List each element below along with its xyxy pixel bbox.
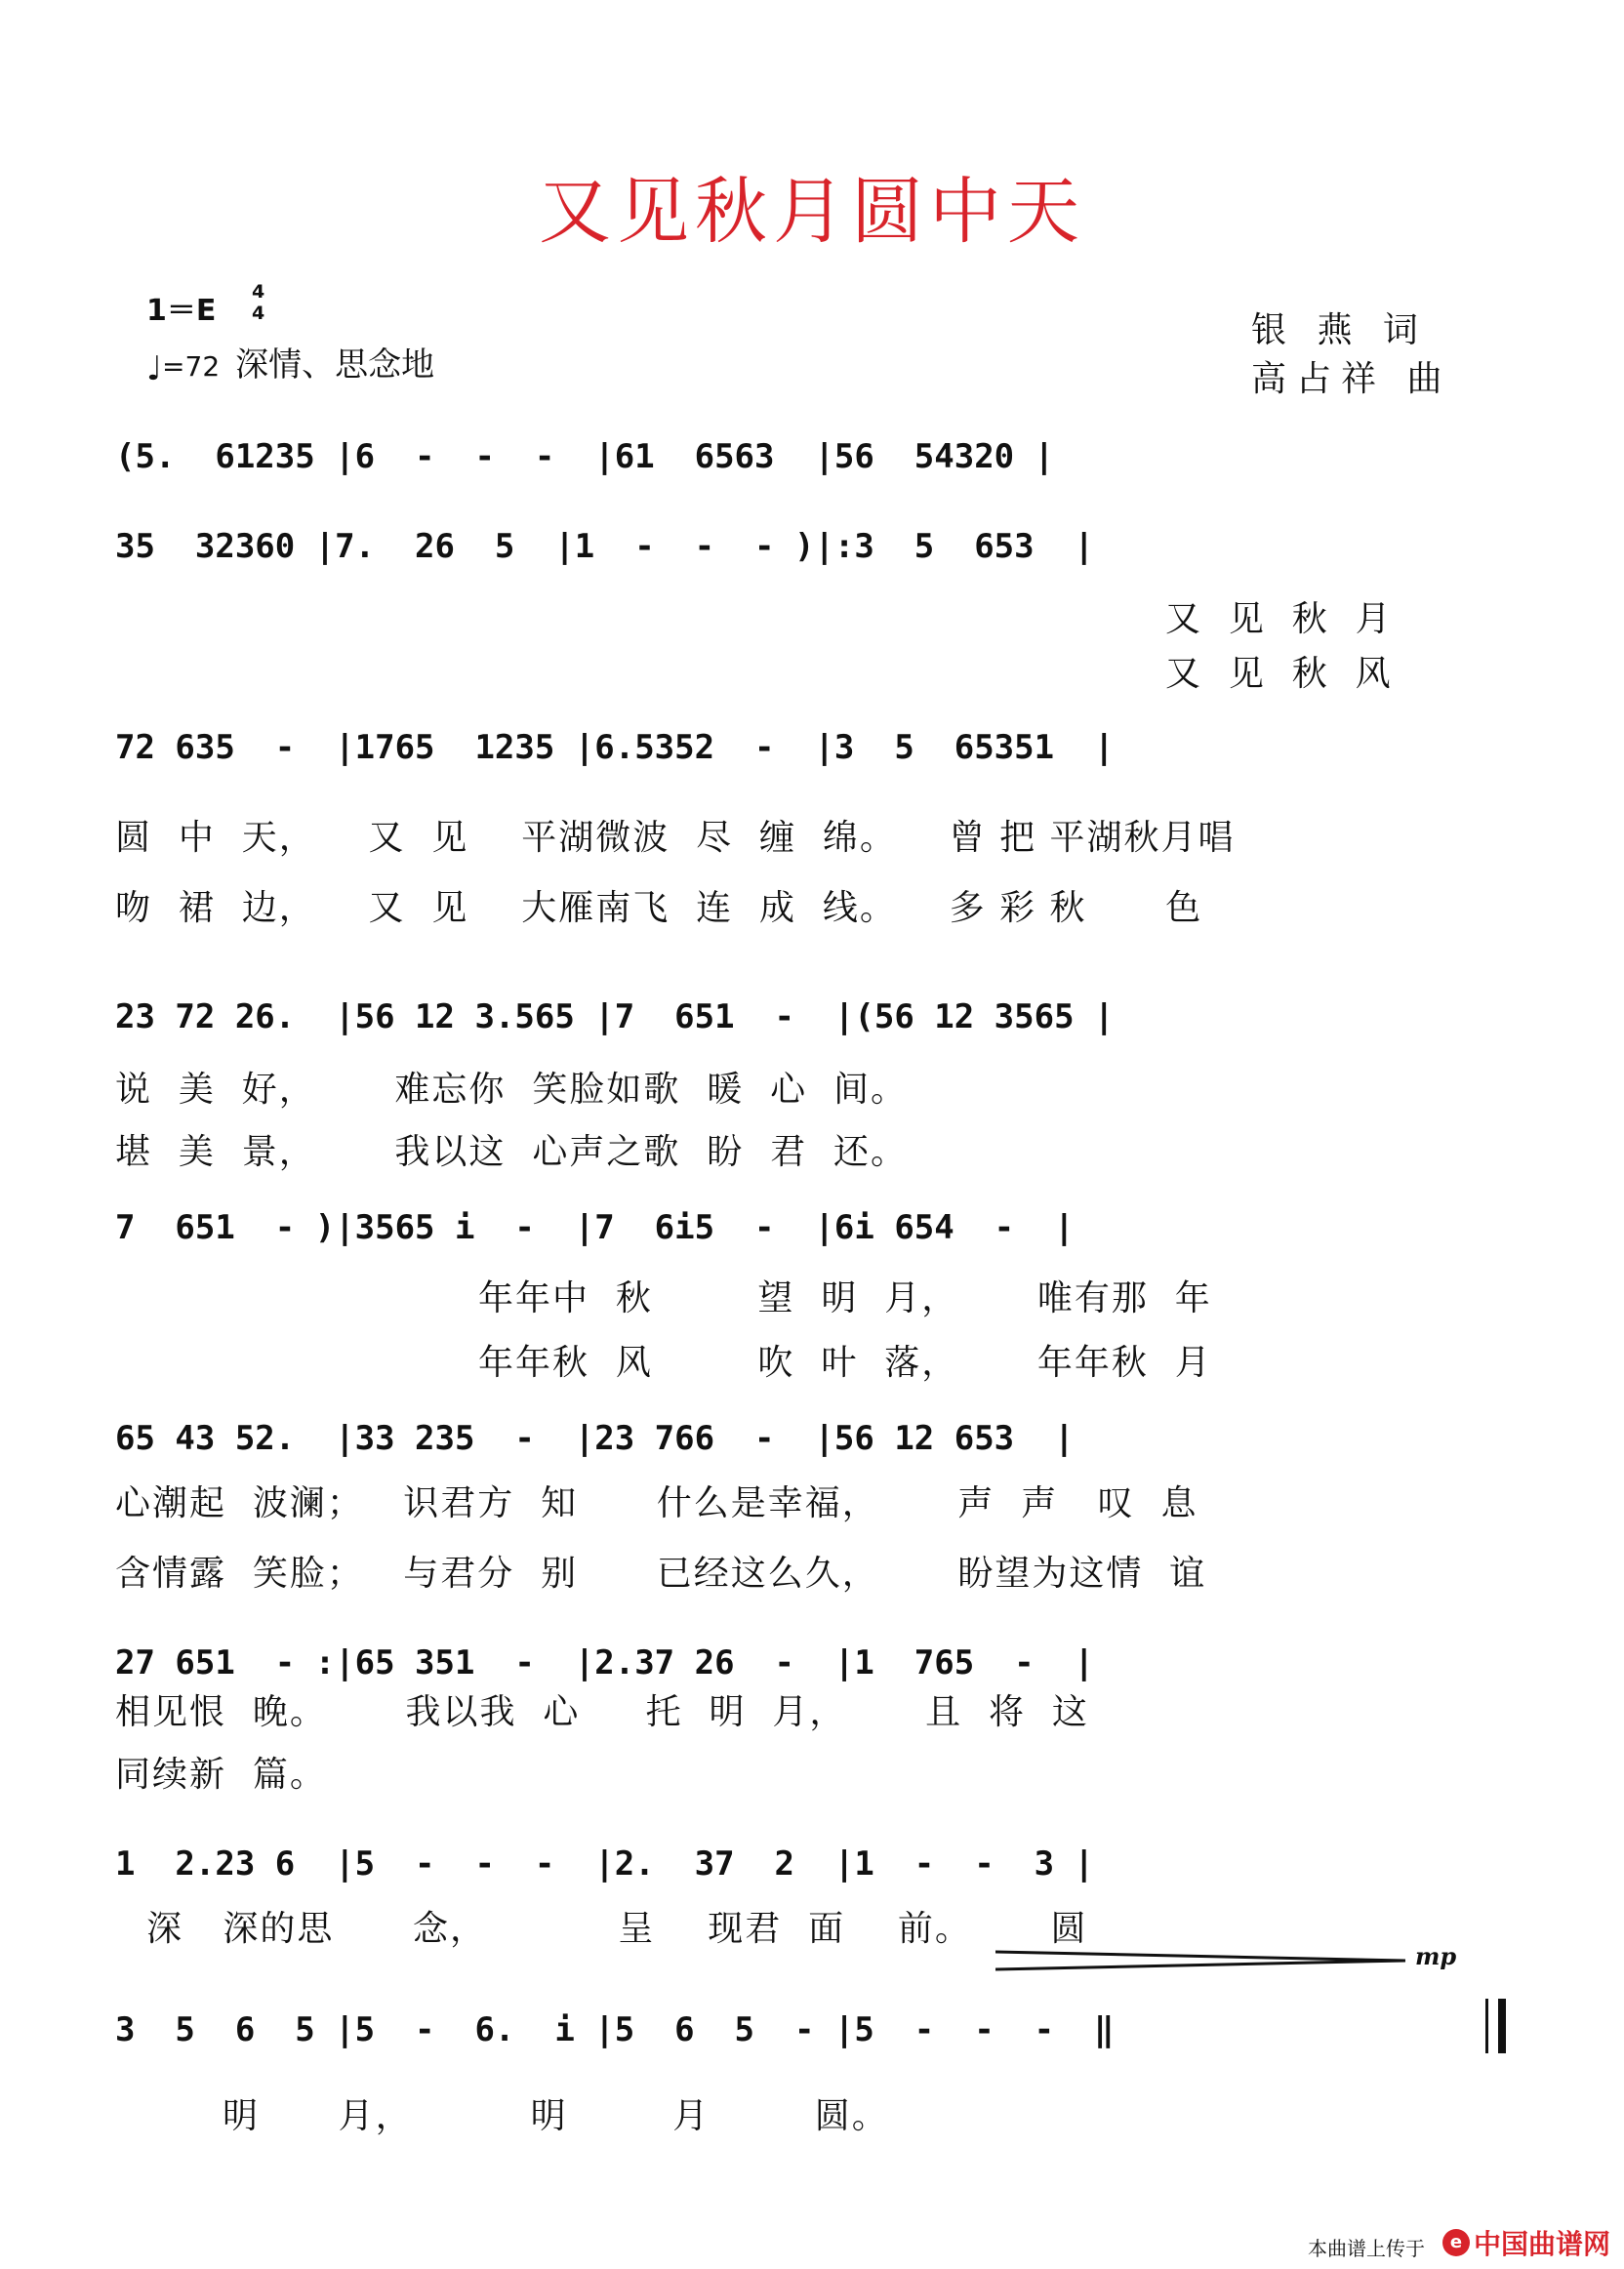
lyric-line-7: 年年中 秋 望 明 月， 唯有那 年: [478, 1278, 1212, 1318]
notation-line-4: 23 72 26. |56 12 3.565 |7 651 - |(56 12 3565 |: [115, 997, 1115, 1036]
lyric-line-1: 又 见 秋 月: [1165, 599, 1393, 639]
time-signature: [252, 281, 264, 324]
key-signature: 1＝E: [146, 294, 217, 328]
site-logo-icon: e: [1442, 2229, 1470, 2256]
notation-line-5: 7 651 - )|3565 i - |7 6i5 - |6i 654 - |: [115, 1208, 1075, 1247]
lyric-line-11: 相见恨 晚。 我以我 心 托 明 月， 且 将 这: [115, 1692, 1089, 1732]
lyric-line-14: 明 月， 明 月 圆。: [223, 2096, 889, 2136]
lyric-line-12: 同续新 篇。: [115, 1755, 327, 1795]
time-signature-top: 4: [252, 281, 265, 303]
upload-note: 本曲谱上传于: [1308, 2237, 1425, 2260]
notation-line-3: 72 635 - |1765 1235 |6.5352 - |3 5 65351 |: [115, 728, 1115, 767]
final-barline: [1485, 1999, 1506, 2053]
notation-line-7: 27 651 - :|65 351 - |2.37 26 - |1 765 - |: [115, 1643, 1095, 1682]
dynamic-marking: mp: [1415, 1942, 1457, 1970]
lyric-line-6: 堪 美 景， 我以这 心声之歌 盼 君 还。: [115, 1132, 908, 1172]
lyric-line-5: 说 美 好， 难忘你 笑脸如歌 暖 心 间。: [115, 1070, 908, 1110]
lyricist-credit: 银 燕 词: [1251, 310, 1428, 350]
tempo-expression: 深情、思念地: [235, 345, 435, 385]
lyric-line-2: 又 见 秋 风: [1165, 654, 1393, 694]
notation-line-2: 35 32360 |7. 26 5 |1 - - - )|:3 5 653 |: [115, 527, 1095, 566]
site-logo[interactable]: [1442, 2223, 1610, 2262]
notation-line-8: 1 2.23 6 |5 - - - |2. 37 2 |1 - - 3 |: [115, 1844, 1095, 1884]
notation-line-1: (5. 61235 |6 - - - |61 6563 |56 54320 |: [115, 437, 1055, 476]
decrescendo-icon: [995, 1950, 1405, 1971]
tempo-marking: [146, 338, 434, 388]
time-signature-bottom: 4: [252, 303, 265, 324]
tempo-value: =72: [162, 350, 221, 383]
lyric-line-8: 年年秋 风 吹 叶 落， 年年秋 月: [478, 1343, 1212, 1383]
lyric-line-10: 含情露 笑脸； 与君分 别 已经这么久， 盼望为这情 谊: [115, 1554, 1207, 1594]
lyric-line-13: 深 深的思 念， 呈 现君 面 前。 圆: [146, 1909, 1088, 1949]
quarter-note-icon: ♩: [146, 349, 163, 388]
composer-credit: 高占祥 曲: [1251, 359, 1452, 399]
lyric-line-3: 圆 中 天， 又 见 平湖微波 尽 缠 绵。 曾 把 平湖秋月唱: [115, 818, 1236, 858]
lyric-line-9: 心潮起 波澜； 识君方 知 什么是幸福， 声 声 叹 息: [115, 1483, 1198, 1523]
notation-line-9: 3 5 6 5 |5 - 6. i |5 6 5 - |5 - - - ‖: [115, 2010, 1115, 2049]
lyric-line-4: 吻 裙 边， 又 见 大雁南飞 连 成 线。 多 彩 秋 色: [115, 888, 1203, 928]
song-title: 又见秋月圆中天: [539, 170, 1085, 254]
notation-line-6: 65 43 52. |33 235 - |23 766 - |56 12 653 |: [115, 1419, 1075, 1458]
site-name: 中国曲谱网: [1474, 2228, 1611, 2260]
